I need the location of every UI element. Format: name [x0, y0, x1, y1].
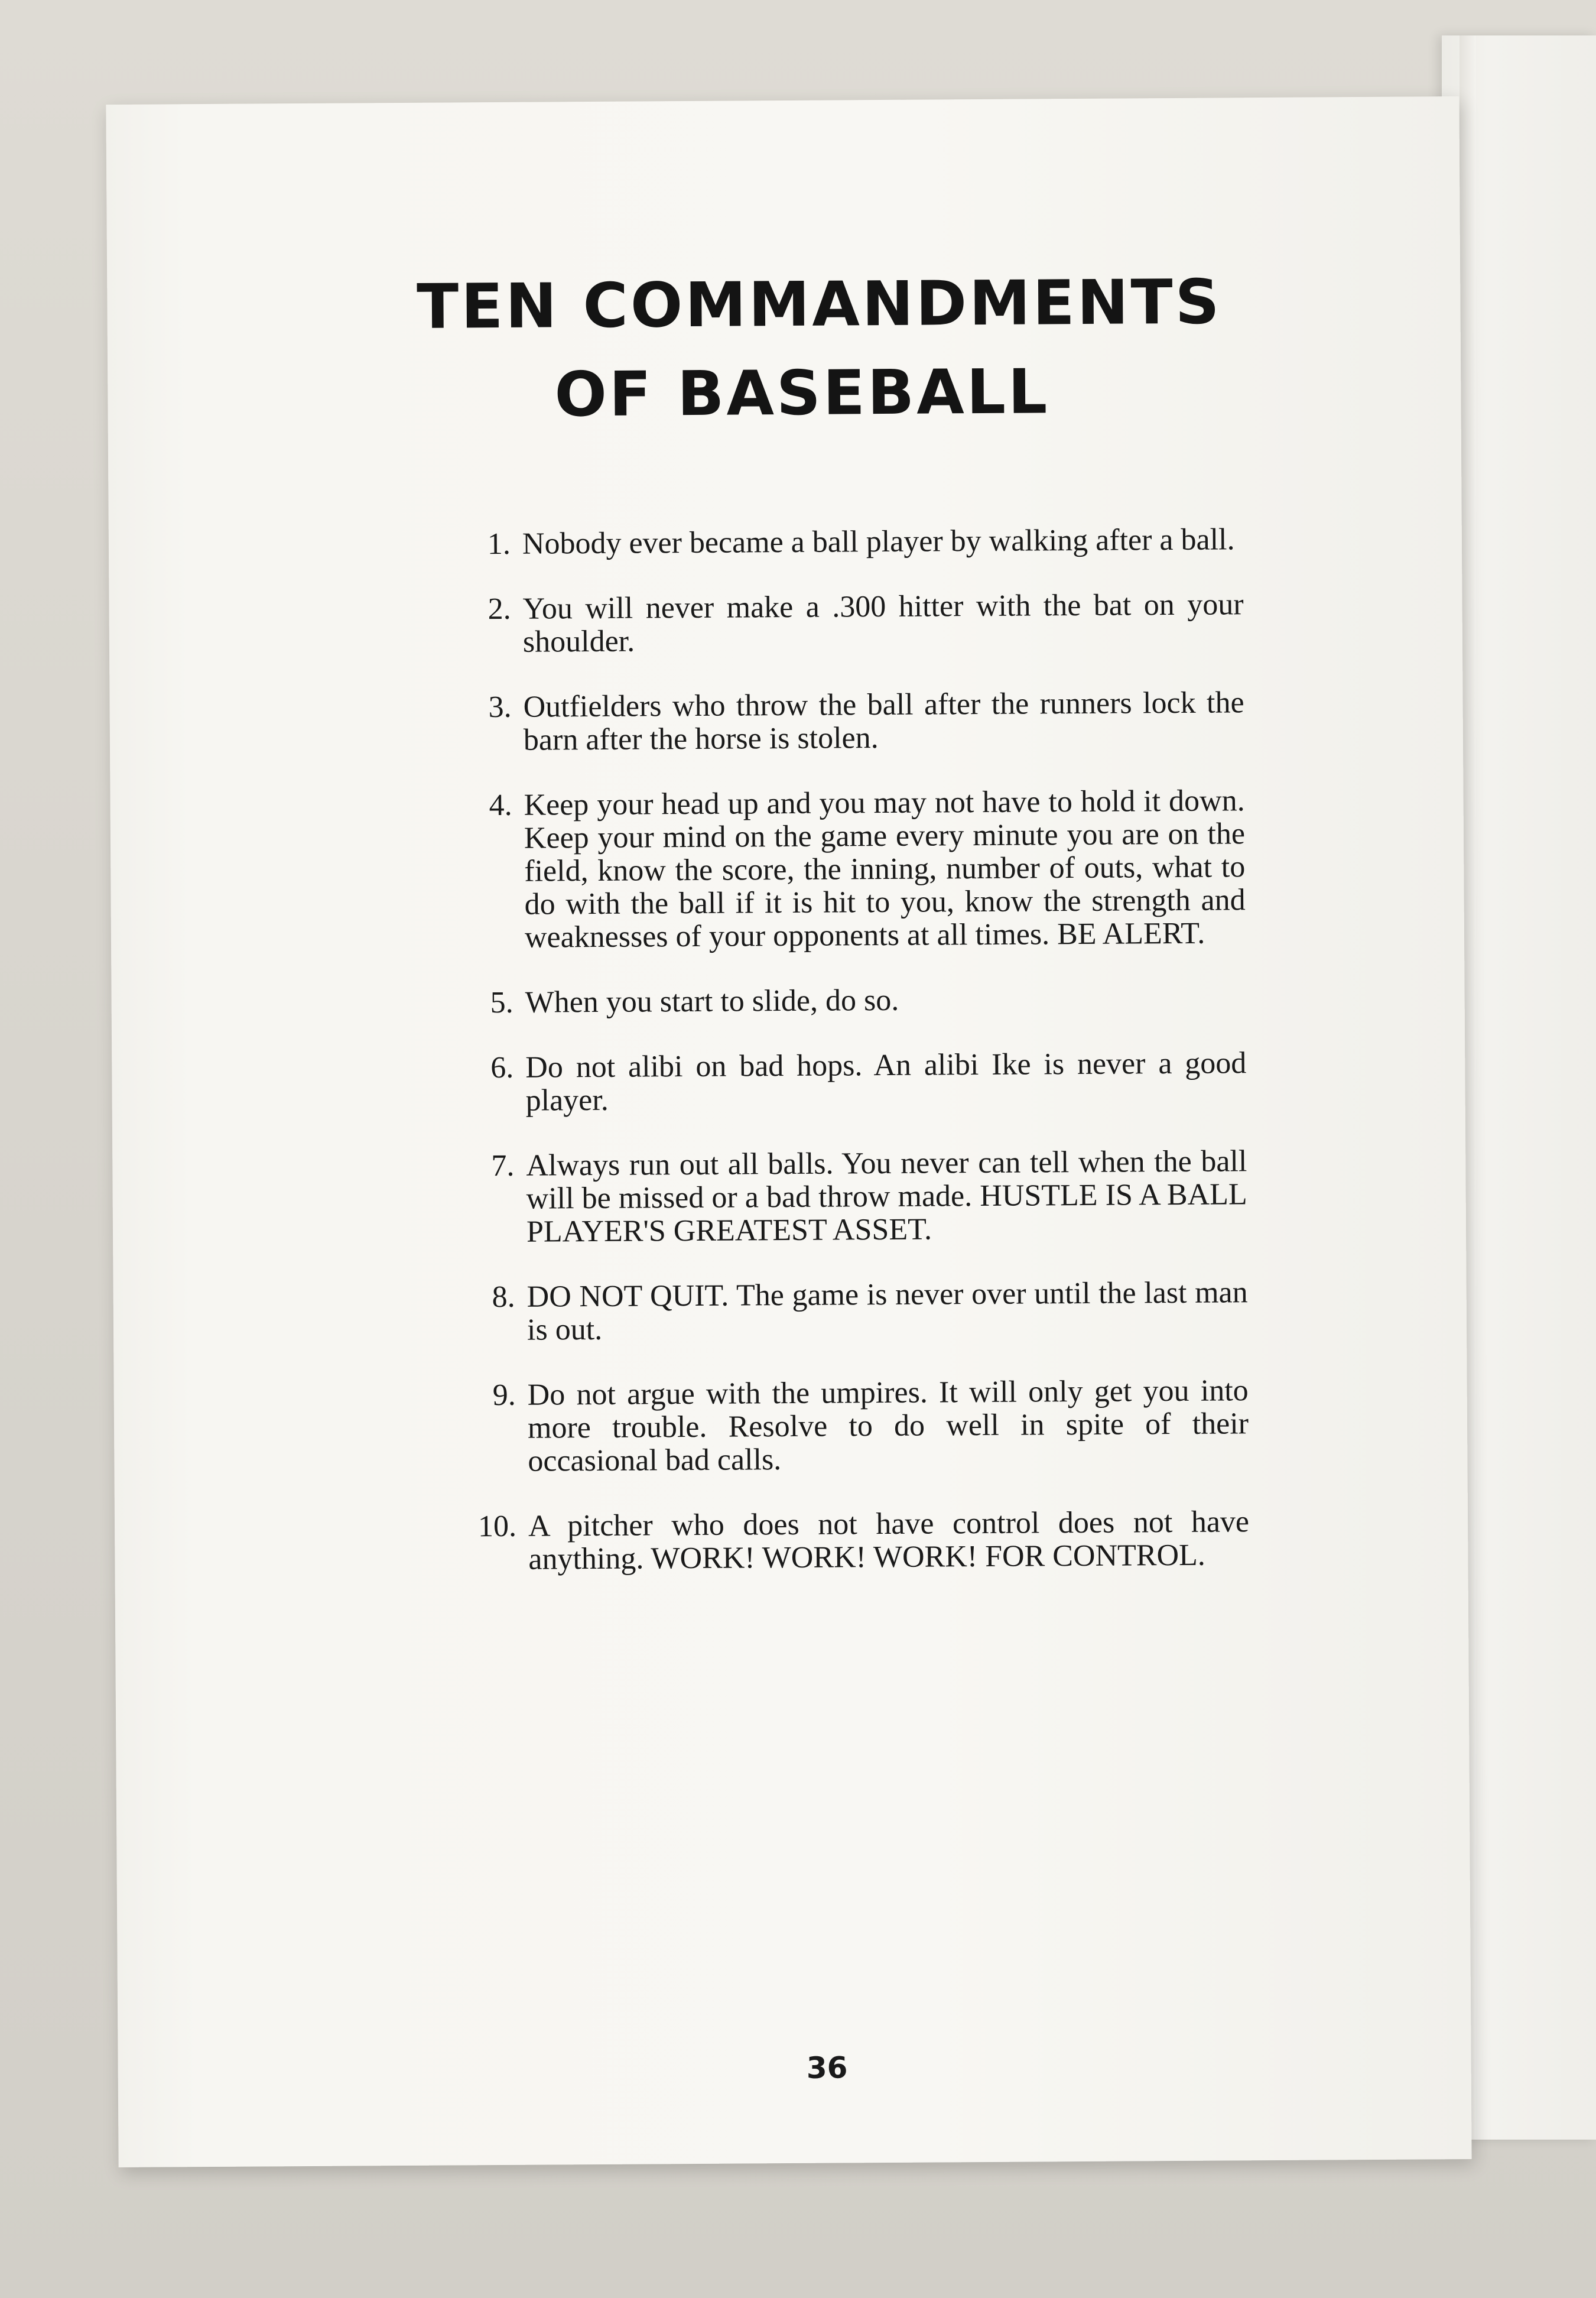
booklet-page	[106, 96, 1471, 2167]
commandment-3	[458, 686, 1244, 757]
page-number: 36	[806, 2050, 848, 2085]
page-title-line-1: TEN COMMANDMENTS	[416, 265, 1222, 343]
commandment-8	[462, 1276, 1249, 1347]
item-text: DO NOT QUIT. The game is never over until the last man is out.	[526, 1275, 1248, 1347]
item-number: 8.	[492, 1280, 515, 1314]
commandment-2	[457, 588, 1244, 659]
item-text: A pitcher who does not have control does not have anything. WORK! WORK! WORK! FOR CONTROL.	[528, 1505, 1250, 1576]
item-text: Outfielders who throw the ball after the runners lock the barn after the horse is stolen.	[523, 686, 1244, 757]
commandment-1	[457, 523, 1243, 561]
commandment-4	[459, 784, 1246, 955]
item-number: 3.	[488, 690, 512, 725]
item-number: 2.	[487, 592, 511, 627]
item-text: Do not alibi on bad hops. An alibi Ike is never a good player.	[525, 1046, 1247, 1118]
page-title-line-2: OF BASEBALL	[554, 355, 1050, 431]
commandment-5	[460, 982, 1246, 1020]
item-number: 7.	[491, 1148, 515, 1183]
commandment-9	[463, 1374, 1249, 1478]
item-number: 5.	[490, 985, 513, 1020]
item-text: Always run out all balls. You never can tell when the ball will be missed or a bad throw made. HUSTLE IS A BALL PLAYER'S GREATEST ASSET.	[526, 1144, 1247, 1249]
item-number: 9.	[492, 1378, 516, 1413]
item-text: You will never make a .300 hitter with the bat on your shoulder.	[522, 588, 1244, 659]
item-text: Do not argue with the umpires. It will only get you into more trouble. Resolve to do well in spite of their occasional bad calls.	[527, 1374, 1249, 1478]
item-number: 1.	[487, 527, 511, 561]
item-text: When you start to slide, do so.	[525, 983, 899, 1020]
commandments-list	[457, 523, 1250, 1608]
item-number: 6.	[490, 1050, 514, 1085]
item-number: 4.	[489, 788, 512, 823]
item-number: 10.	[477, 1509, 517, 1544]
item-text: Keep your head up and you may not have to hold it down. Keep your mind on the game every minute you are on the field, know the score, the inning, number of outs, what to do with the ball if it is hit to you, know the strength and weaknesses of your opponents at all times. BE ALERT.	[524, 784, 1246, 955]
commandment-7	[461, 1145, 1247, 1249]
commandment-10	[463, 1505, 1250, 1576]
commandment-6	[460, 1047, 1247, 1118]
item-text: Nobody ever became a ball player by walking after a ball.	[522, 522, 1235, 561]
